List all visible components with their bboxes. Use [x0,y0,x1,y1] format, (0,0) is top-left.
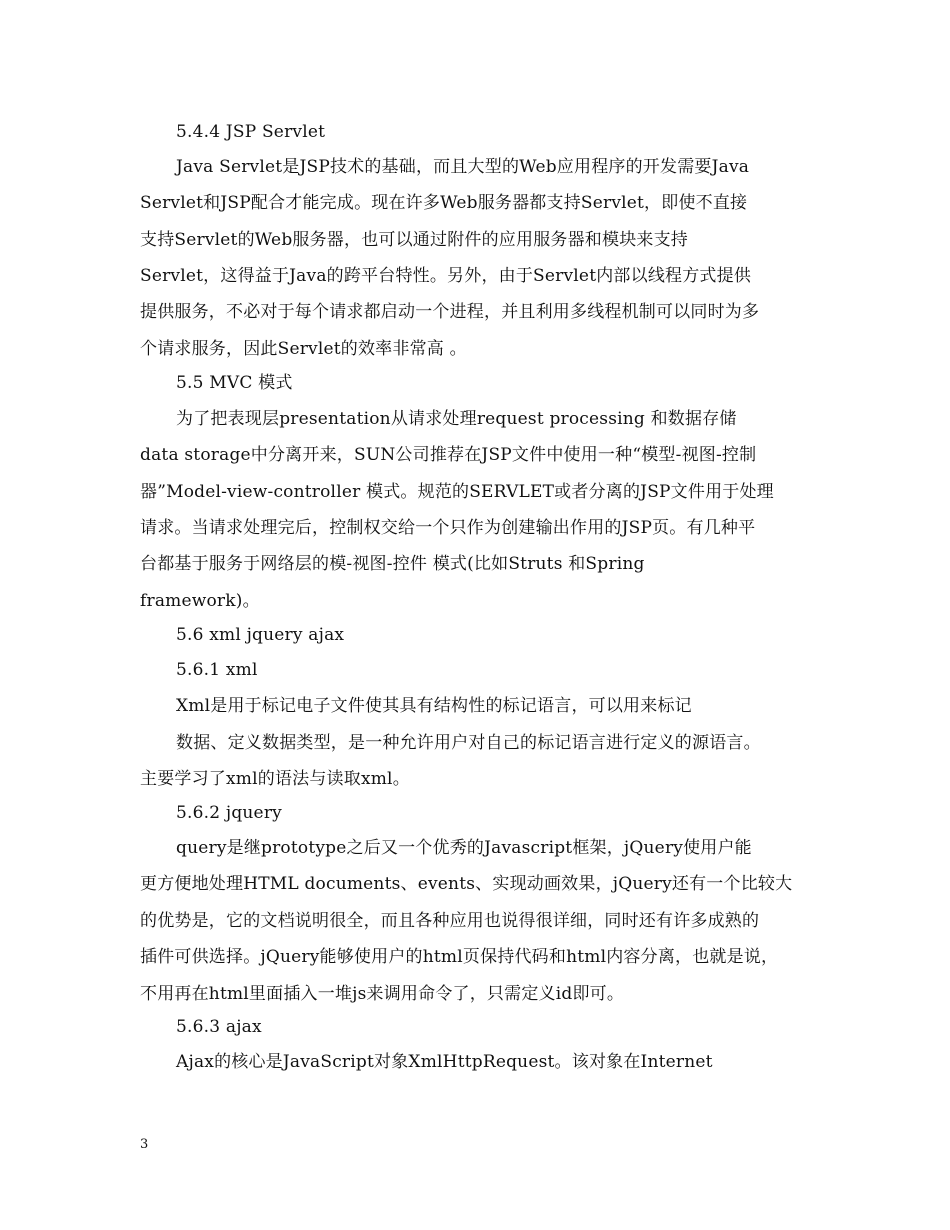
heading-jquery: 5.6.2 jquery [176,803,282,823]
paragraph-line: 请求。当请求处理完后，控制权交给一个只作为创建输出作用的JSP页。有几种平 [140,518,756,538]
paragraph-line: 台都基于服务于网络层的模-视图-控件 模式(比如Struts 和Spring [140,554,645,574]
paragraph-line: Xml是用于标记电子文件使其具有结构性的标记语言，可以用来标记 [176,696,692,716]
paragraph-line: 数据、定义数据类型，是一种允许用户对自己的标记语言进行定义的源语言。 [176,733,761,753]
paragraph-line: 主要学习了xml的语法与读取xml。 [140,769,410,789]
paragraph-line: 支持Servlet的Web服务器，也可以通过附件的应用服务器和模块来支持 [140,230,688,250]
paragraph-line: 不用再在html里面插入一堆js来调用命令了，只需定义id即可。 [140,984,625,1004]
paragraph-line: 的优势是，它的文档说明很全，而且各种应用也说得很详细，同时还有许多成熟的 [140,911,760,931]
paragraph-line: 更方便地处理HTML documents、events、实现动画效果，jQuery还有一个比较大 [140,874,793,894]
paragraph-line: 个请求服务，因此Servlet的效率非常高 。 [140,339,467,359]
paragraph-line: query是继prototype之后又一个优秀的Javascript框架，jQuery使用户能 [176,838,752,858]
paragraph-line: 为了把表现层presentation从请求处理request processing 和数据存储 [176,409,737,429]
heading-ajax: 5.6.3 ajax [176,1017,262,1037]
paragraph-line: Servlet和JSP配合才能完成。现在许多Web服务器都支持Servlet，即使不直接 [140,193,748,213]
paragraph-line: 插件可供选择。jQuery能够使用户的html页保持代码和html内容分离，也就是说， [140,947,779,967]
paragraph-line: Ajax的核心是JavaScript对象XmlHttpRequest。该对象在Internet [176,1052,713,1072]
paragraph-line: 提供服务，不必对于每个请求都启动一个进程，并且利用多线程机制可以同时为多 [140,302,760,322]
paragraph-line: Servlet，这得益于Java的跨平台特性。另外，由于Servlet内部以线程方式提供 [140,266,752,286]
heading-mvc: 5.5 MVC 模式 [176,373,293,393]
paragraph-line: framework)。 [140,591,260,611]
heading-jsp-servlet: 5.4.4 JSP Servlet [176,122,326,142]
paragraph-line: data storage中分离开来，SUN公司推荐在JSP文件中使用一种“模型-视图-控制 [140,445,757,465]
heading-xml: 5.6.1 xml [176,660,258,680]
paragraph-line: Java Servlet是JSP技术的基础，而且大型的Web应用程序的开发需要Java [176,157,750,177]
heading-xml-jquery-ajax: 5.6 xml jquery ajax [176,625,345,645]
paragraph-line: 器”Model-view-controller 模式。规范的SERVLET或者分离的JSP文件用于处理 [140,482,774,502]
page-number: 3 [140,1137,149,1152]
